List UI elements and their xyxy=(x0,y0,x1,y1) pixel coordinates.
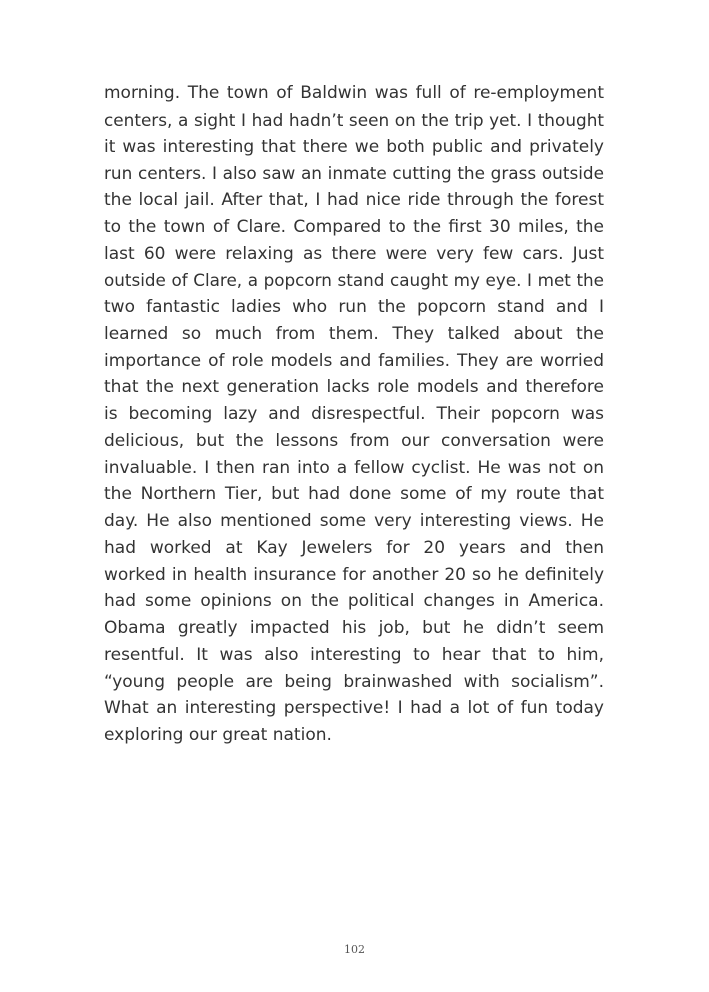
paragraph-line: had some opinions on the political changes in America. xyxy=(104,591,604,612)
paragraph-line: centers, a sight I had hadn’t seen on the trip yet. I thought xyxy=(104,109,604,130)
paragraph-line: worked in health insurance for another 20 so he definitely xyxy=(104,564,604,585)
paragraph-line: the Northern Tier, but had done some of my route that xyxy=(104,484,604,505)
paragraph-line: that the next generation lacks role models and therefore xyxy=(104,377,604,398)
paragraph-line: What an interesting perspective! I had a lot of fun today xyxy=(104,698,604,719)
paragraph-line: Obama greatly impacted his job, but he didn’t seem xyxy=(104,618,604,638)
paragraph-line: importance of role models and families. They are worried xyxy=(104,350,604,371)
paragraph-line: last 60 were relaxing as there were very few cars. Just xyxy=(104,243,604,264)
paragraph-line: run centers. I also saw an inmate cutting the grass outside xyxy=(104,163,604,184)
paragraph-line: to the town of Clare. Compared to the first 30 miles, the xyxy=(104,216,604,237)
paragraph-line: is becoming lazy and disrespectful. Their popcorn was xyxy=(104,404,604,424)
paragraph-line: the local jail. After that, I had nice ride through the forest xyxy=(104,190,604,210)
paragraph-line: learned so much from them. They talked about the xyxy=(104,323,604,344)
paragraph-line: delicious, but the lessons from our conversation were xyxy=(104,430,604,451)
paragraph-line: exploring our great nation. xyxy=(104,725,332,745)
paragraph-line: had worked at Kay Jewelers for 20 years and then xyxy=(104,537,604,558)
paragraph-line: invaluable. I then ran into a fellow cyclist. He was not on xyxy=(104,457,604,478)
page-number: 102 xyxy=(344,943,365,956)
paragraph-line: “young people are being brainwashed with socialism”. xyxy=(104,671,604,692)
paragraph-line: two fantastic ladies who run the popcorn stand and I xyxy=(104,297,604,317)
paragraph-line: outside of Clare, a popcorn stand caught my eye. I met the xyxy=(104,270,604,291)
body-paragraph xyxy=(104,80,604,749)
paragraph-line: it was interesting that there we both public and privately xyxy=(104,136,604,157)
paragraph-line: morning. The town of Baldwin was full of re-employment xyxy=(104,83,604,103)
paragraph-line: resentful. It was also interesting to hear that to him, xyxy=(104,644,604,665)
paragraph-line: day. He also mentioned some very interesting views. He xyxy=(104,511,604,531)
